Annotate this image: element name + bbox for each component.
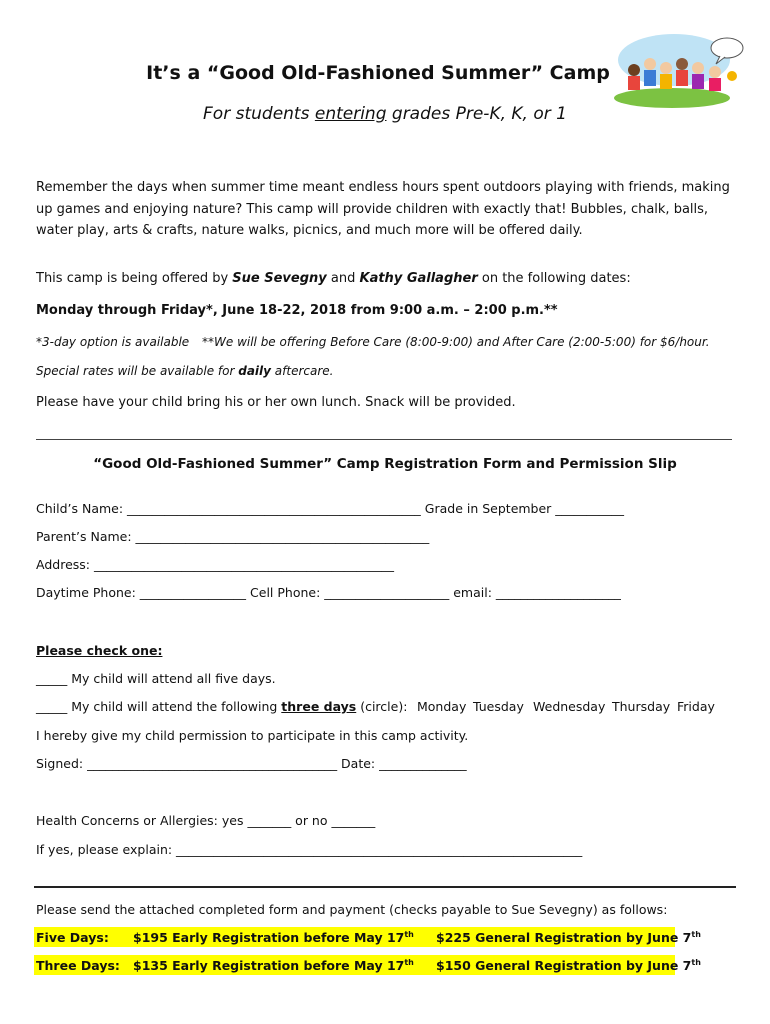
offered-by-line: This camp is being offered by Sue Sevegny and Kathy Gallagher on the following dates: — [36, 271, 631, 286]
price-row-label: Five Days: — [36, 930, 109, 945]
signature-date-field[interactable]: Signed: ________________________________________ Date: ______________ — [36, 756, 467, 771]
early-price: $135 Early Registration before May 17th — [133, 958, 414, 973]
camp-dates: Monday through Friday*, June 18-22, 2018 from 9:00 a.m. – 2:00 p.m.** — [36, 303, 558, 318]
lunch-note: Please have your child bring his or her own lunch. Snack will be provided. — [36, 395, 516, 410]
page-subtitle: For students entering grades Pre-K, K, or 1 — [203, 104, 567, 124]
phone-email-fields[interactable]: Daytime Phone: _________________ Cell Phone: ____________________ email: ____________________ — [36, 585, 621, 600]
three-day-option[interactable]: _____ My child will attend the following three days (circle): — [36, 699, 408, 714]
children-clipart-image — [612, 30, 752, 110]
general-price: $150 General Registration by June 7th — [436, 958, 701, 973]
teacher-name: Kathy Gallagher — [359, 271, 478, 286]
address-field[interactable]: Address: ________________________________________________ — [36, 557, 394, 572]
teacher-name: Sue Sevegny — [232, 271, 327, 286]
care-note: **We will be offering Before Care (8:00-9:00) and After Care (2:00-5:00) for $6/hour. — [202, 335, 710, 349]
day-choice-friday[interactable]: Friday — [677, 699, 715, 714]
parent-name-field[interactable]: Parent’s Name: _______________________________________________ — [36, 529, 430, 544]
three-day-note: *3-day option is available — [36, 335, 190, 349]
child-name-field[interactable]: Child’s Name: _______________________________________________ Grade in September ___________ — [36, 501, 625, 516]
page-title: It’s a “Good Old-Fashioned Summer” Camp — [146, 62, 610, 84]
check-one-heading: Please check one: — [36, 643, 163, 658]
intro-paragraph: Remember the days when summer time meant endless hours spent outdoors playing with friends, making up games and enjoying nature? This camp will provide children with exactly that! Bubbles, chalk, balls, water play, arts & crafts, nature walks, picnics, and much more will be offered daily. — [36, 180, 730, 238]
price-row-label: Three Days: — [36, 958, 120, 973]
early-price: $195 Early Registration before May 17th — [133, 930, 414, 945]
general-price: $225 General Registration by June 7th — [436, 930, 701, 945]
permission-statement: I hereby give my child permission to participate in this camp activity. — [36, 728, 469, 743]
health-concerns-field[interactable]: Health Concerns or Allergies: yes _______ or no _______ — [36, 813, 376, 828]
day-choice-monday[interactable]: Monday — [417, 699, 467, 714]
special-rates-note: Special rates will be available for daily aftercare. — [36, 364, 334, 378]
day-choice-thursday[interactable]: Thursday — [612, 699, 671, 714]
payment-instructions: Please send the attached completed form and payment (checks payable to Sue Sevegny) as follows: — [36, 902, 668, 917]
form-title: “Good Old-Fashioned Summer” Camp Registration Form and Permission Slip — [93, 456, 677, 472]
five-day-option[interactable]: _____ My child will attend all five days. — [36, 671, 276, 686]
day-choice-tuesday[interactable]: Tuesday — [473, 699, 524, 714]
explain-field[interactable]: If yes, please explain: _________________________________________________________________ — [36, 842, 583, 857]
day-choice-wednesday[interactable]: Wednesday — [533, 699, 606, 714]
section-divider — [36, 439, 732, 440]
section-divider — [34, 886, 736, 888]
